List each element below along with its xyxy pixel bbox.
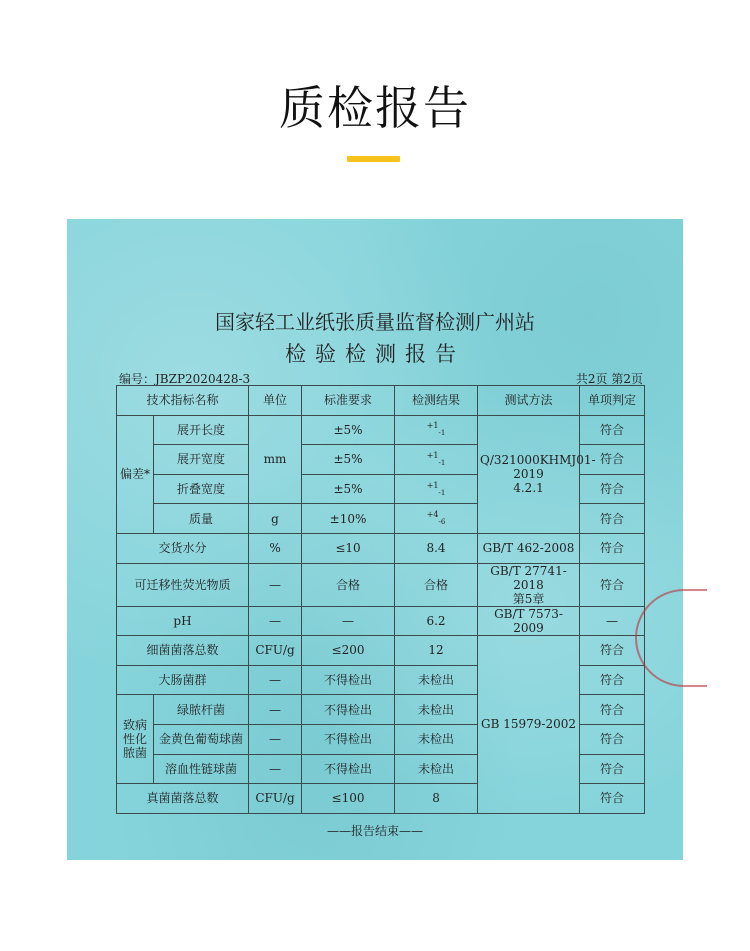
tolerance-upper: +1	[426, 450, 439, 460]
verdict-cell: 符合	[580, 445, 645, 475]
unit-cell: %	[249, 533, 302, 563]
unit-cell: —	[249, 606, 302, 636]
deviation-group-label: 偏差*	[117, 415, 154, 533]
item-name: 可迁移性荧光物质	[117, 563, 249, 606]
requirement-cell: ≤100	[302, 784, 395, 814]
table-row	[117, 606, 645, 636]
method-cell	[478, 563, 580, 606]
item-name: 质量	[154, 504, 249, 534]
method-line: 第5章	[512, 591, 545, 606]
results-table	[116, 385, 645, 814]
requirement-cell: 不得检出	[302, 754, 395, 784]
method-line: 4.2.1	[513, 481, 544, 496]
item-name: 真菌菌落总数	[117, 784, 249, 814]
method-cell: GB 15979-2002	[478, 636, 580, 814]
report-title: 检验检测报告	[285, 342, 465, 366]
requirement-cell: 不得检出	[302, 724, 395, 754]
group-label-line: 致病	[122, 718, 147, 733]
verdict-cell: 符合	[580, 504, 645, 534]
requirement-cell: ±5%	[302, 474, 395, 504]
group-label-line: 脓菌	[122, 746, 147, 761]
verdict-cell: 符合	[580, 563, 645, 606]
item-name: 折叠宽度	[154, 474, 249, 504]
inspection-report-sheet	[67, 219, 683, 860]
unit-cell: CFU/g	[249, 784, 302, 814]
report-number: 编号：JBZP2020428-3	[119, 372, 251, 386]
requirement-cell: ≤10	[302, 533, 395, 563]
header-cell: 单位	[249, 386, 302, 416]
unit-cell: —	[249, 724, 302, 754]
item-name: 展开宽度	[154, 445, 249, 475]
result-cell: 未检出	[395, 665, 478, 695]
title-underline-accent	[347, 156, 400, 162]
item-name: 交货水分	[117, 533, 249, 563]
item-name: pH	[117, 606, 249, 636]
result-cell: 未检出	[395, 754, 478, 784]
tolerance-upper: +4	[426, 510, 439, 520]
requirement-cell: ≤200	[302, 636, 395, 666]
item-name: 大肠菌群	[117, 665, 249, 695]
unit-cell: —	[249, 665, 302, 695]
unit-cell: mm	[249, 415, 302, 504]
header-cell: 技术指标名称	[117, 386, 249, 416]
tolerance-lower: -1	[438, 488, 446, 497]
result-cell: 12	[395, 636, 478, 666]
requirement-cell: 合格	[302, 563, 395, 606]
tolerance-lower: -1	[438, 429, 446, 438]
verdict-cell: —	[580, 606, 645, 636]
page-title: 质检报告	[279, 81, 471, 135]
method-cell	[478, 415, 596, 533]
requirement-cell: 不得检出	[302, 695, 395, 725]
header-cell: 单项判定	[580, 386, 645, 416]
pathogen-group-label	[117, 695, 154, 784]
verdict-cell: 符合	[580, 533, 645, 563]
table-row	[117, 636, 645, 666]
verdict-cell: 符合	[580, 784, 645, 814]
tolerance-lower: -6	[438, 518, 446, 527]
result-cell: 合格	[395, 563, 478, 606]
tolerance-lower: -1	[438, 458, 446, 467]
group-label-line: 性化	[122, 732, 147, 747]
requirement-cell: ±10%	[302, 504, 395, 534]
header-cell: 测试方法	[478, 386, 580, 416]
result-cell: 未检出	[395, 724, 478, 754]
method-cell: GB/T 462-2008	[478, 533, 580, 563]
verdict-cell: 符合	[580, 695, 645, 725]
unit-cell: g	[249, 504, 302, 534]
official-seal-stamp	[635, 589, 707, 687]
method-line: Q/321000KHMJ01-	[480, 453, 596, 468]
method-cell: GB/T 7573-2009	[478, 606, 580, 636]
result-cell	[395, 504, 478, 534]
header-cell: 标准要求	[302, 386, 395, 416]
result-cell	[395, 415, 478, 445]
verdict-cell: 符合	[580, 665, 645, 695]
requirement-cell: —	[302, 606, 395, 636]
requirement-cell: 不得检出	[302, 665, 395, 695]
unit-cell: —	[249, 754, 302, 784]
result-cell: 8	[395, 784, 478, 814]
unit-cell: —	[249, 563, 302, 606]
header-cell: 检测结果	[395, 386, 478, 416]
table-header-row	[117, 386, 645, 416]
page-count: 共2页 第2页	[575, 372, 643, 386]
verdict-cell: 符合	[580, 724, 645, 754]
item-name: 绿脓杆菌	[154, 695, 249, 725]
unit-cell: —	[249, 695, 302, 725]
table-row	[117, 533, 645, 563]
tolerance-upper: +1	[426, 421, 439, 431]
result-cell: 未检出	[395, 695, 478, 725]
item-name: 展开长度	[154, 415, 249, 445]
item-name: 金黄色葡萄球菌	[154, 724, 249, 754]
requirement-cell: ±5%	[302, 415, 395, 445]
result-cell	[395, 474, 478, 504]
result-cell: 6.2	[395, 606, 478, 636]
requirement-cell: ±5%	[302, 445, 395, 475]
method-line: GB/T 27741-2018	[490, 563, 567, 592]
result-cell: 8.4	[395, 533, 478, 563]
verdict-cell: 符合	[580, 474, 645, 504]
result-cell	[395, 445, 478, 475]
table-row	[117, 563, 645, 606]
tolerance-upper: +1	[426, 480, 439, 490]
method-line: 2019	[513, 467, 544, 482]
report-end-marker: ——报告结束——	[326, 824, 423, 838]
report-organization: 国家轻工业纸张质量监督检测广州站	[215, 310, 535, 334]
verdict-cell: 符合	[580, 415, 645, 445]
verdict-cell: 符合	[580, 636, 645, 666]
table-row	[117, 415, 645, 445]
unit-cell: CFU/g	[249, 636, 302, 666]
item-name: 细菌菌落总数	[117, 636, 249, 666]
item-name: 溶血性链球菌	[154, 754, 249, 784]
verdict-cell: 符合	[580, 754, 645, 784]
